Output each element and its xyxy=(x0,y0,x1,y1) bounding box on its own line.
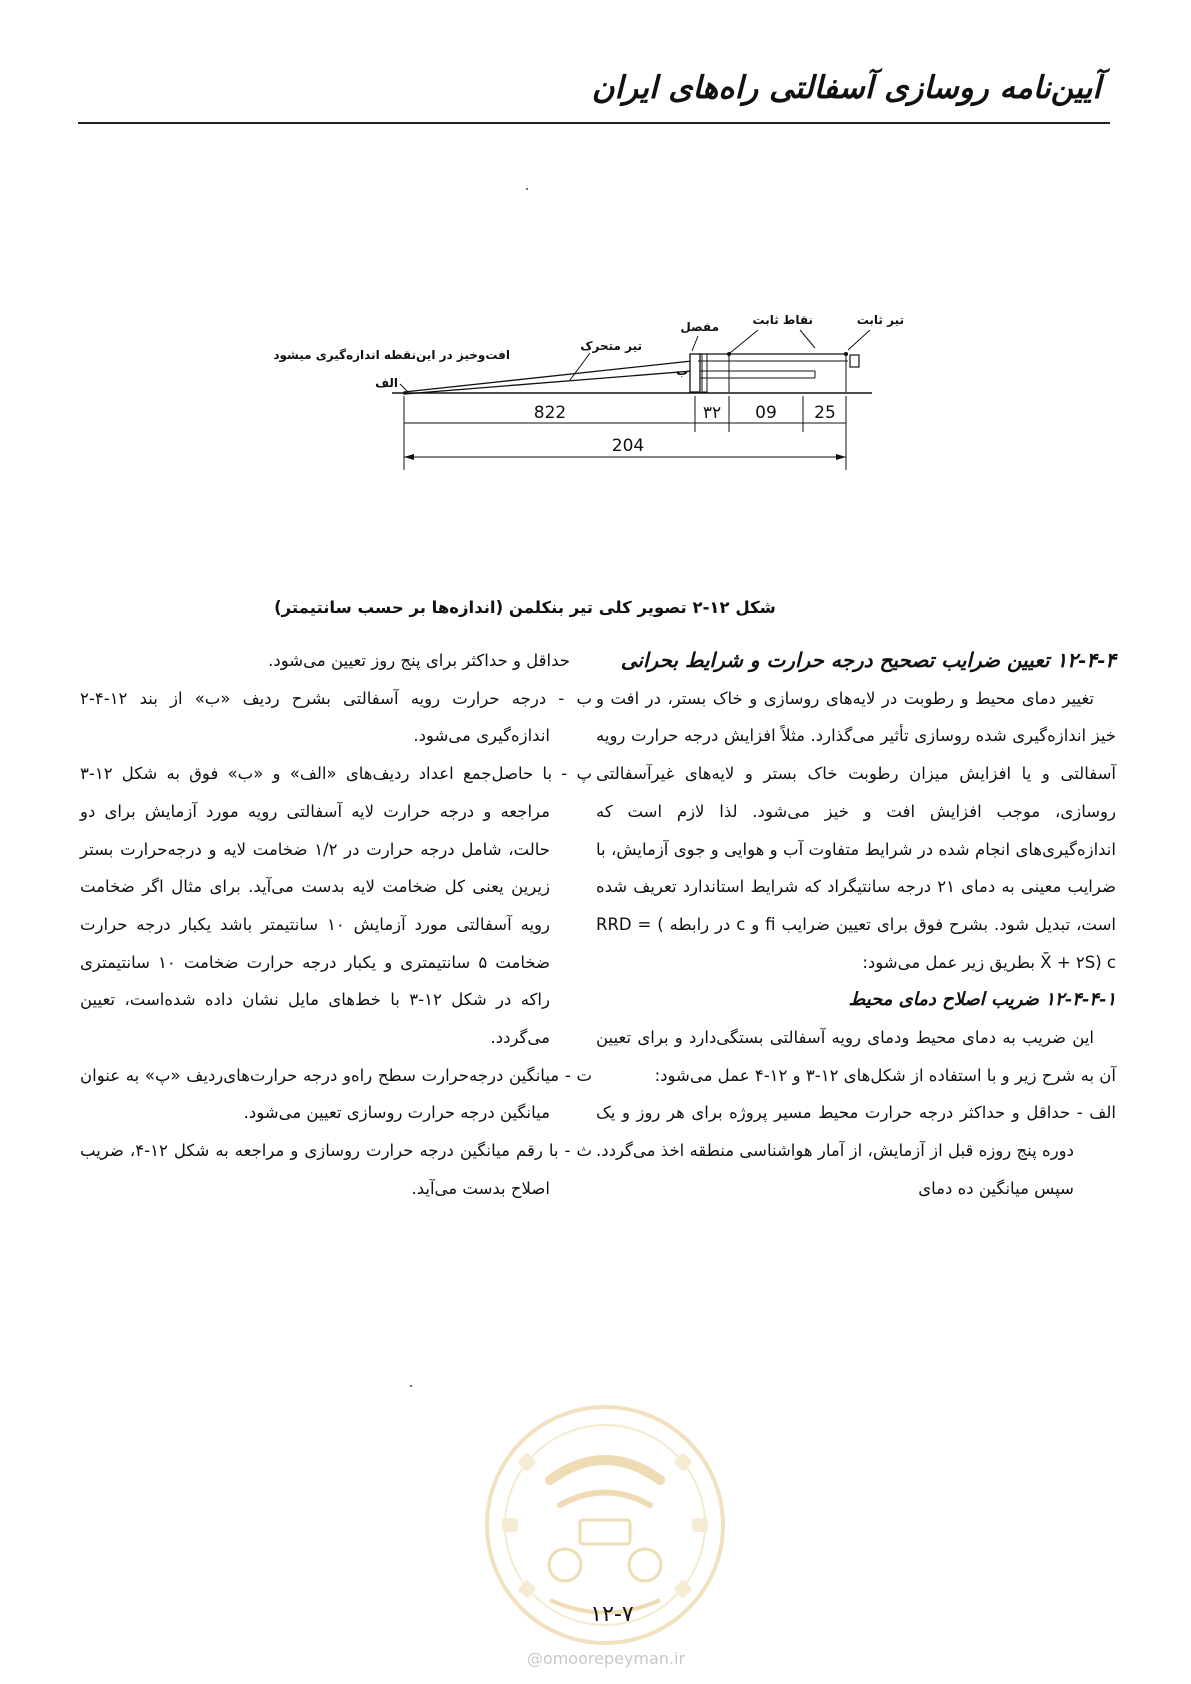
continuation-line: حداقل و حداکثر برای پنج روز تعیین می‌شود. xyxy=(268,651,570,670)
label-measure-point: افت‌وخیز در این‌نقطه اندازه‌گیری میشود xyxy=(273,348,510,362)
page-header-title: آیین‌نامه روسازی آسفالتی راه‌های ایران xyxy=(591,70,1101,106)
left-column xyxy=(80,642,592,1208)
website-watermark: @omoorepeyman.ir xyxy=(526,1649,686,1668)
dim-arrow-right xyxy=(836,454,846,460)
page-number: ۱۲-۷ xyxy=(590,1602,634,1627)
header-rule xyxy=(78,122,1110,124)
beam-end-box xyxy=(850,355,859,367)
dim-value-1: 822 xyxy=(533,403,567,423)
dim-value-3: 09 xyxy=(755,403,777,423)
list-item-se: ث - با رقم میانگین درجه حرارت روسازی و مراجعه به شکل ۱۲-۴، ضریب اصلاح بدست می‌آید. xyxy=(80,1141,592,1198)
fixed-point-dot-2 xyxy=(844,352,848,356)
list-item-be: ب - درجه حرارت رویه آسفالتی بشرح ردیف «ب» از بند ۱۲-۴-۲ اندازه‌گیری می‌شود. xyxy=(80,688,592,746)
hinge-post xyxy=(702,354,707,392)
leader-fixed-beam xyxy=(848,330,870,350)
subsection-intro-paragraph: این ضریب به دمای محیط ودمای رویه آسفالتی بستگی‌دارد و برای تعیین آن به شرح زیر و با استفاده از شکل‌های ۱۲-۳ و ۱۲-۴ عمل می‌شود: xyxy=(596,1028,1116,1085)
label-point-a: الف xyxy=(375,376,398,390)
leader-fixed-points-2 xyxy=(800,330,815,348)
list-item-pe: پ - با حاصل‌جمع اعداد ردیف‌های «الف» و «ب» فوق به شکل ۱۲-۳ مراجعه و درجه حرارت لایه آسفالتی رویه مورد آزمایش برای دو حالت، شامل درجه حرارت در ۱/۲ ضخامت لایه و درجه‌حرارت بستر زیرین یعنی کل ضخامت لایه بدست می‌آید. برای مثال اگر ضخامت رویه آسفالتی مورد آزمایش ۱۰ سانتیمتر باشد یکبار درجه حرارت ضخامت ۵ سانتیمتری و یکبار درجه حرارت ضخامت ۱۰ سانتیمتری راکه در شکل ۱۲-۳ با خط‌های مایل نشان داده شده‌است، تعیین می‌گردد. xyxy=(80,764,592,1048)
leader-hinge xyxy=(692,336,698,351)
section-intro-paragraph: تغییر دمای محیط و رطوبت در لایه‌های روسازی و خاک بستر، در افت و خیز اندازه‌گیری شده روسازی تأثیر می‌گذارد. مثلاً افزایش درجه حرارت رویه آسفالتی و یا افزایش میزان رطوبت خاک بستر و لایه‌های غیرآسفالتی روسازی، موجب افزایش افت و خیز می‌شود. لذا لازم است که اندازه‌گیری‌های انجام شده در شرایط متفاوت آب و هوایی و جوی آزمایش، با ضرایب معینی به دمای ۲۱ درجه سانتیگراد که شرایط استاندارد تعریف شده است، تبدیل شود. بشرح فوق برای تعیین ضرایب fi و c در رابطه RRD = ( X̄ + ۲S) c بطریق زیر عمل می‌شود: xyxy=(596,688,1117,972)
benkelman-beam-drawing xyxy=(273,313,1000,525)
subsection-heading: ۱۲-۴-۴-۱ ضریب اصلاح دمای محیط xyxy=(848,989,1116,1011)
moving-beam xyxy=(404,361,692,394)
list-item-alef: الف - حداقل و حداکثر درجه حرارت محیط مسیر پروژه برای هر روز و یک دوره پنج روزه قبل از آزمایش، از آمار هواشناسی منطقه اخذ می‌گردد. سپس میانگین ده دمای xyxy=(596,1103,1116,1198)
fixed-point-dot-1 xyxy=(727,352,731,356)
label-hinge: مفصل xyxy=(680,320,719,334)
label-moving-beam: تیر متحرک xyxy=(580,339,642,353)
figure-caption: شکل ۱۲-۲ تصویر کلی تیر بنکلمن (اندازه‌ها بر حسب سانتیمتر) xyxy=(274,598,776,617)
benkelman-beam-figure xyxy=(273,313,1000,525)
scan-speck xyxy=(526,188,528,190)
label-fixed-points: نقاط ثابت xyxy=(752,313,813,327)
dim-value-total: 204 xyxy=(611,436,645,456)
dim-value-2: ۳۲ xyxy=(702,403,722,423)
label-fixed-beam: تیر ثابت xyxy=(856,313,904,327)
dim-value-4: 25 xyxy=(814,403,836,423)
hinge-block xyxy=(690,354,700,392)
leader-point-a xyxy=(400,384,408,392)
leader-fixed-points-1 xyxy=(730,330,758,353)
label-point-b: ب xyxy=(675,364,688,378)
right-column xyxy=(596,642,1116,1208)
dim-arrow-left xyxy=(404,454,414,460)
list-item-te: ت - میانگین درجه‌حرارت سطح راه‌و درجه حرارت‌های‌ردیف «پ» به عنوان میانگین درجه حرارت روسازی تعیین می‌شود. xyxy=(80,1065,592,1123)
section-heading: ۱۲-۴-۴ تعیین ضرایب تصحیح درجه حرارت و شرایط بحرانی xyxy=(620,648,1116,672)
scan-speck xyxy=(410,1385,412,1387)
leader-moving-beam xyxy=(570,353,590,380)
